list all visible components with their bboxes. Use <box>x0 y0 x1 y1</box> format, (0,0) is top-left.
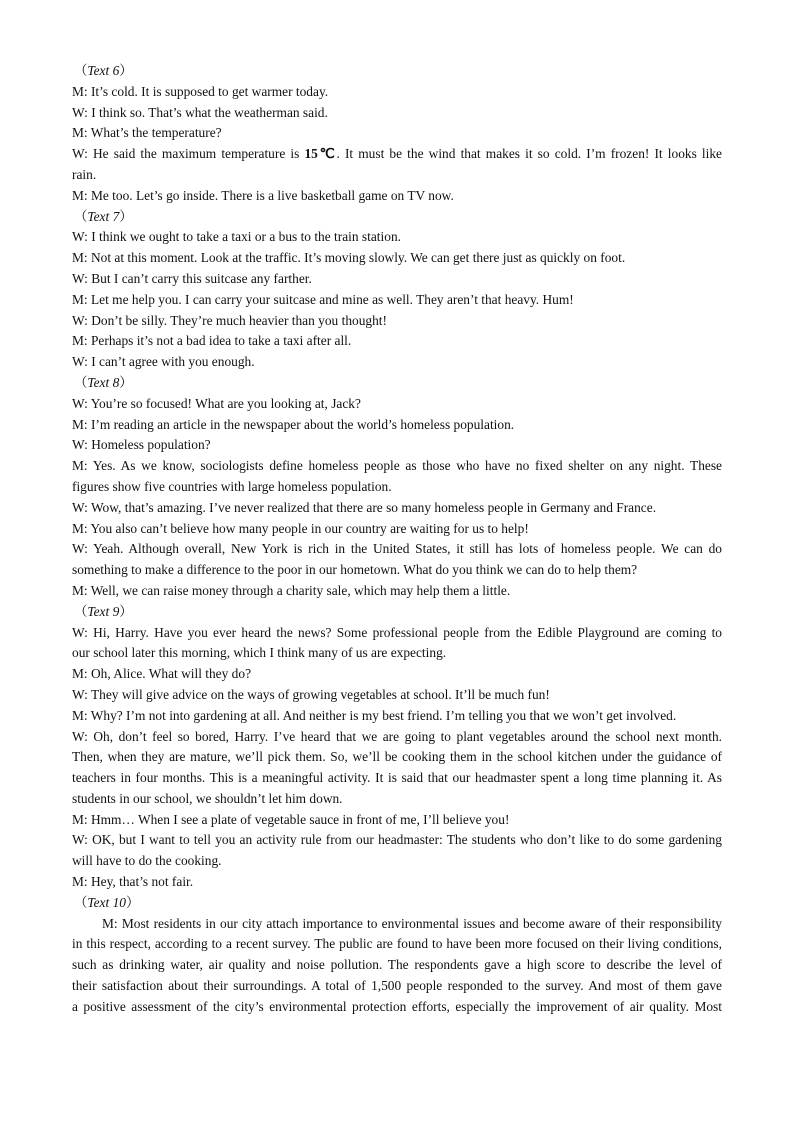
header-open-paren: （ <box>74 603 88 619</box>
dialogue-line: W: OK, but I want to tell you an activity rule from our headmaster: The students who don’t like to do some gardening <box>72 832 722 848</box>
dialogue-line: something to make a difference to the poor in our hometown. What do you think we can do to help them? <box>72 562 638 578</box>
dialogue-line: W: But I can’t carry this suitcase any farther. <box>72 270 312 286</box>
header-close-paren: ） <box>119 374 133 390</box>
dialogue-line: W: They will give advice on the ways of growing vegetables at school. It’ll be much fun! <box>72 686 550 702</box>
dialogue-line: M: Me too. Let’s go inside. There is a live basketball game on TV now. <box>72 187 454 203</box>
monologue-line: their satisfaction about their surroundings. A total of 1,500 people responded to the survey. And most of them gave <box>72 978 722 994</box>
section-header-text10 <box>72 893 722 914</box>
dialogue-line: M: Yes. As we know, sociologists define homeless people as those who have no fixed shelter on any night. These <box>72 458 722 474</box>
dialogue-line: W: Homeless population? <box>72 437 211 453</box>
dialogue-line: M: Hmm… When I see a plate of vegetable sauce in front of me, I’ll believe you! <box>72 811 510 827</box>
dialogue-line: M: Why? I’m not into gardening at all. And neither is my best friend. I’m telling you that we won’t get involved. <box>72 707 677 723</box>
dialogue-line: M: Not at this moment. Look at the traffic. It’s moving slowly. We can get there just as quickly on foot. <box>72 250 626 266</box>
header-close-paren: ） <box>119 63 133 78</box>
dialogue-line <box>72 144 722 165</box>
monologue-line: a positive assessment of the city’s environmental protection efforts, especially the improvement of air quality. Most <box>72 998 722 1014</box>
dialogue-line: W: Oh, don’t feel so bored, Harry. I’ve heard that we are going to plant vegetables around the school next month. <box>72 728 722 744</box>
section-header-text8 <box>72 373 722 394</box>
section-label: Text 6 <box>87 63 120 78</box>
dialogue-line: W: I can’t agree with you enough. <box>72 354 255 370</box>
header-open-paren: （ <box>74 63 88 78</box>
dialogue-text: W: He said the maximum temperature is <box>72 146 305 162</box>
dialogue-line: M: Hey, that’s not fair. <box>72 874 194 890</box>
header-close-paren: ） <box>125 894 140 910</box>
section-label: Text 9 <box>87 603 120 619</box>
monologue-line: M: Most residents in our city attach importance to environmental issues and become aware of their responsibility <box>102 915 722 931</box>
dialogue-line: students in our school, we shouldn’t let him down. <box>72 790 343 806</box>
temperature-value: 15℃ <box>304 146 337 162</box>
dialogue-text: . It must be the wind that makes it so cold. I’m frozen! It looks like <box>336 146 723 162</box>
header-open-paren: （ <box>74 208 88 224</box>
section-label: Text 10 <box>87 894 126 910</box>
dialogue-line: W: I think so. That’s what the weatherman said. <box>72 104 328 120</box>
dialogue-line: figures show five countries with large homeless population. <box>72 478 392 494</box>
dialogue-line: M: You also can’t believe how many people in our country are waiting for us to help! <box>72 520 529 536</box>
dialogue-line: W: Don’t be silly. They’re much heavier than you thought! <box>72 312 387 328</box>
dialogue-line: M: Oh, Alice. What will they do? <box>72 666 252 682</box>
dialogue-line: Then, when they are mature, we’ll pick them. So, we’ll be cooking them in the school kitchen under the guidance of <box>72 749 722 765</box>
dialogue-line: M: What’s the temperature? <box>72 125 222 141</box>
dialogue-line: teachers in four months. This is a meaningful activity. It is said that our headmaster spent a long time planning it. As <box>72 770 722 786</box>
header-close-paren: ） <box>119 603 133 619</box>
header-open-paren: （ <box>74 374 88 390</box>
header-close-paren: ） <box>119 208 133 224</box>
section-header-text7 <box>72 207 722 228</box>
dialogue-line: M: Perhaps it’s not a bad idea to take a taxi after all. <box>72 333 352 349</box>
document-page <box>72 61 722 1018</box>
dialogue-line: W: Hi, Harry. Have you ever heard the news? Some professional people from the Edible Playground are coming to <box>72 624 722 640</box>
dialogue-line: W: Yeah. Although overall, New York is rich in the United States, it still has lots of homeless people. We can do <box>72 541 722 557</box>
dialogue-line: M: Let me help you. I can carry your suitcase and mine as well. They aren’t that heavy. Hum! <box>72 291 574 307</box>
monologue-line: such as drinking water, air quality and noise pollution. The respondents gave a high score to describe the level of <box>72 957 722 973</box>
dialogue-line: will have to do the cooking. <box>72 853 222 869</box>
dialogue-line: M: I’m reading an article in the newspaper about the world’s homeless population. <box>72 416 515 432</box>
monologue-line: in this respect, according to a recent survey. The public are found to have been more focused on their living conditions, <box>72 936 722 952</box>
dialogue-line: W: You’re so focused! What are you looking at, Jack? <box>72 395 361 411</box>
section-label: Text 8 <box>87 374 120 390</box>
dialogue-line: M: It’s cold. It is supposed to get warmer today. <box>72 83 329 99</box>
section-header-text6 <box>72 61 722 82</box>
dialogue-line: our school later this morning, which I think many of us are expecting. <box>72 645 447 661</box>
dialogue-line: M: Well, we can raise money through a charity sale, which may help them a little. <box>72 582 511 598</box>
section-header-text9 <box>72 602 722 623</box>
dialogue-line: W: I think we ought to take a taxi or a bus to the train station. <box>72 229 401 245</box>
header-open-paren: （ <box>74 894 88 910</box>
dialogue-line: W: Wow, that’s amazing. I’ve never realized that there are so many homeless people in Germany and France. <box>72 499 657 515</box>
dialogue-line: rain. <box>72 166 97 182</box>
section-label: Text 7 <box>87 208 120 224</box>
